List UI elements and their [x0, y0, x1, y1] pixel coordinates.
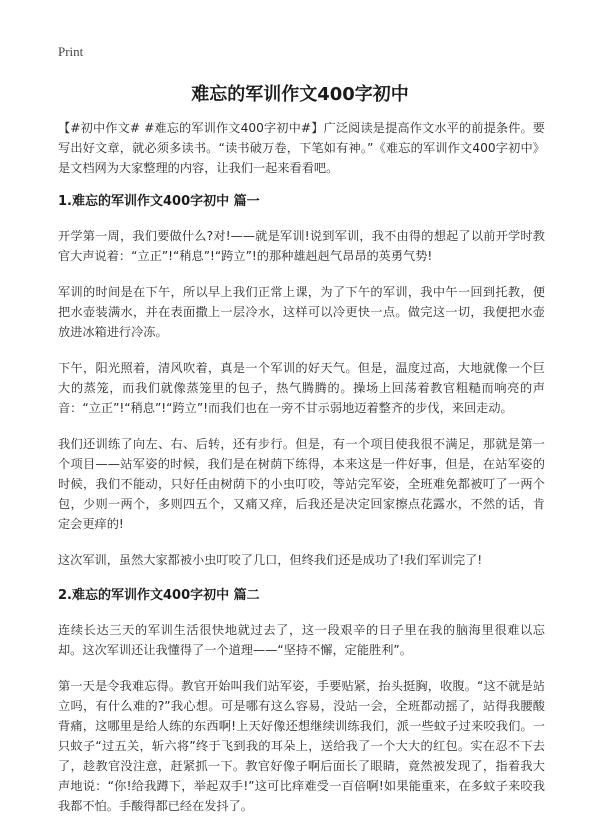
section-2-paragraph: 连续长达三天的军训生活很快地就过去了，这一段艰辛的日子里在我的脑海里很难以忘却。这次军训还让我懂得了一个道理——“坚持不懈，定能胜利”。 — [58, 623, 545, 657]
print-link[interactable]: Print — [58, 44, 84, 59]
section-1-paragraph: 我们还训练了向左、右、后转，还有步行。但是，有一个项目使我很不满足，那就是第一个项目——站军姿的时候，我们是在树荫下练得，本来这是一件好事，但是，在站军姿的时候，我们不能动，只好任由树荫下的小虫叮咬，等站完军姿，全班难免都被叮了一两个包，少则一两个，多则四五个，又痛又痒，后我还是决定回家擦点花露水，不然的话，肯定会更痒的! — [58, 437, 545, 531]
article-body — [58, 118, 545, 832]
intro-paragraph: 【#初中作文# #难忘的军训作文400字初中#】广泛阅读是提高作文水平的前提条件。要写出好文章，就必须多读书。“读书破万卷，下笔如有神。”《难忘的军训作文400字初中》是文档网为大家整理的内容，让我们一起来看看吧。 — [58, 121, 545, 175]
page-title: 难忘的军训作文400字初中 — [191, 84, 409, 105]
section-heading-1: 1.难忘的军训作文400字初中 篇一 — [58, 194, 260, 209]
section-1-paragraph: 这次军训，虽然大家都被小虫叮咬了几口，但终我们还是成功了!我们军训完了! — [58, 553, 483, 567]
section-1-paragraph: 开学第一周，我们要做什么?对!——就是军训!说到军训，我不由得的想起了以前开学时教官大声说着：“立正”!“稍息”!“跨立”!的那种雄赳赳气昂昂的英勇气势! — [58, 229, 545, 263]
section-heading-2: 2.难忘的军训作文400字初中 篇二 — [58, 588, 260, 603]
section-2-paragraph: 第一天是令我难忘得。教官开始叫我们站军姿，手要贴紧，抬头挺胸，收腹。“这不就是站立吗，有什么难的?”我心想。可是哪有这么容易，没站一会，全班都动摇了，站得我腰酸背痛，这哪里是给人练的东西啊!上天好像还想继续训练我们，派一些蚊子过来咬我们。一只蚊子“过五关，斩六将”终于飞到我的耳朵上，送给我了一个大大的红包。实在忍不下去了，趁教官没注意，赶紧抓一下。教官好像子啊后面长了眼睛，竟然被发现了，指着我大声地说：“你!给我蹲下，举起双手!”这可比痒难受一百倍啊!如果能重来，在多蚊子来咬我我都不怕。手酸得都已经在发抖了。 — [58, 679, 545, 813]
section-1-paragraph: 下午，阳光照着，清风吹着，真是一个军训的好天气。但是，温度过高，大地就像一个巨大的蒸笼，而我们就像蒸笼里的包子，热气腾腾的。操场上回荡着教官粗糙而响亮的声音：“立正”!“稍息”!“跨立”!而我们也在一旁不甘示弱地迈着整齐的步伐，来回走动。 — [58, 361, 545, 415]
section-1-paragraph: 军训的时间是在下午，所以早上我们正常上课，为了下午的军训，我中午一回到托教，便把水壶装满水，并在表面撒上一层冷水，这样可以冷更快一点。做完这一切，我便把水壶放进冰箱进行冷冻。 — [58, 285, 545, 339]
